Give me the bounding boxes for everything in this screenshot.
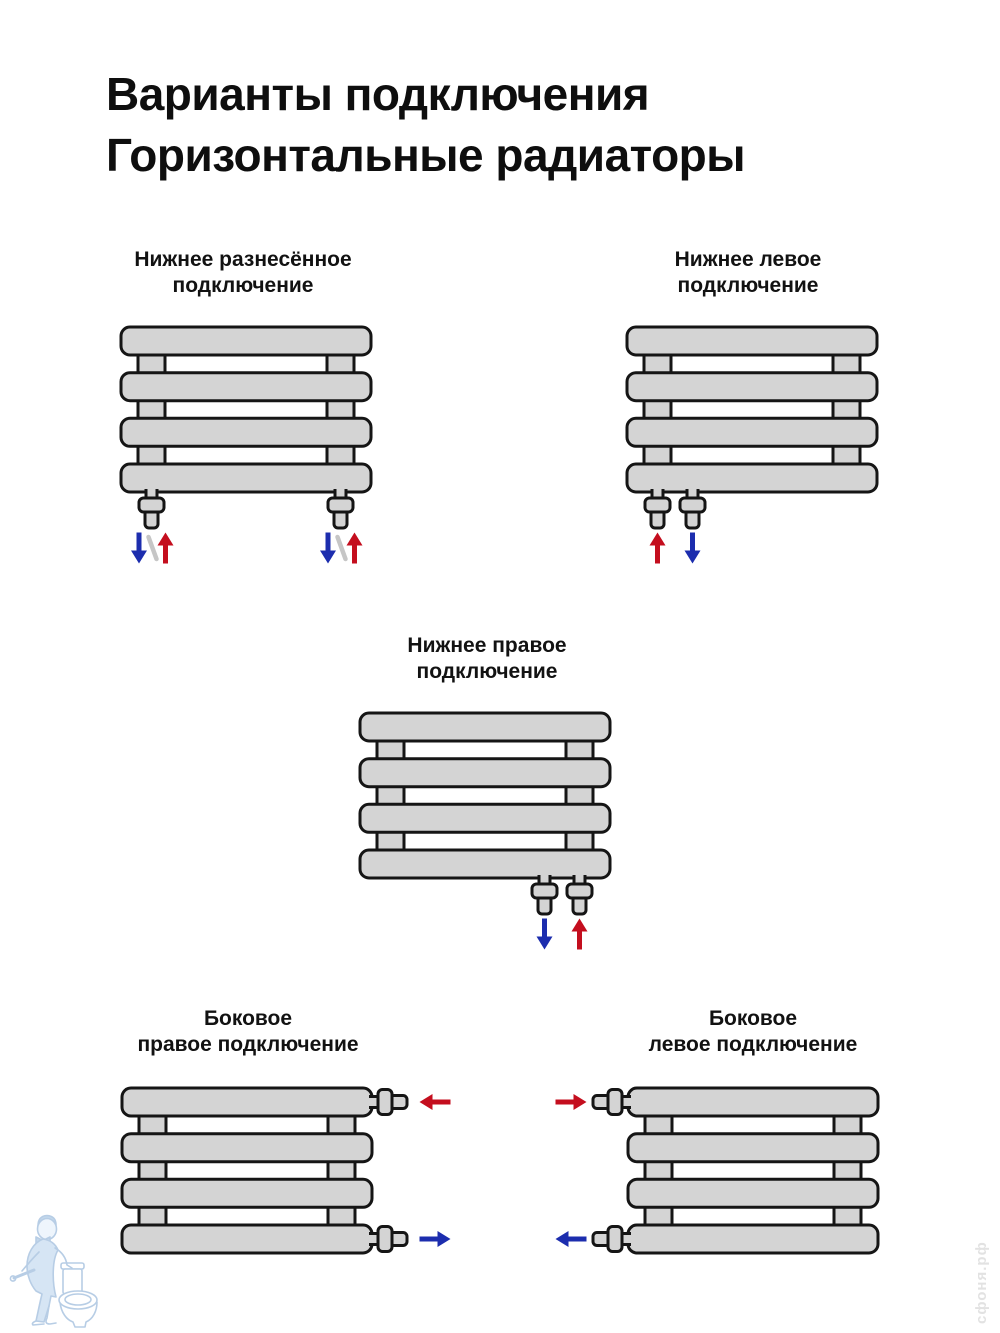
valve-icon <box>328 489 353 528</box>
return-down-arrow-icon <box>537 919 553 950</box>
return-left-arrow-icon <box>556 1231 587 1247</box>
supply-up-arrow-icon <box>572 919 588 950</box>
valve-icon <box>369 1090 407 1115</box>
supply-up-arrow-icon <box>158 533 174 564</box>
return-down-arrow-icon <box>320 533 336 564</box>
supply-right-arrow-icon <box>556 1094 587 1110</box>
valve-icon <box>567 875 592 914</box>
supply-up-arrow-icon <box>650 533 666 564</box>
diagram-title-side-right <box>93 1006 403 1058</box>
radiator-body <box>121 327 371 492</box>
diagram-title-bottom-spread <box>88 247 398 299</box>
valve-icon <box>593 1090 631 1115</box>
diagram-title-bottom-right <box>332 633 642 685</box>
diagram-bottom-spread <box>96 327 396 572</box>
valve-icon <box>139 489 164 528</box>
supply-left-arrow-icon <box>420 1094 451 1110</box>
diagram-title-line: Нижнее разнесённое <box>134 248 352 271</box>
diagram-title-line: Нижнее правое <box>407 634 567 657</box>
diagram-title-line: подключение <box>677 274 819 297</box>
radiator-body <box>627 327 877 492</box>
diagram-title-line: левое подключение <box>648 1033 858 1056</box>
valve-icon <box>593 1227 631 1252</box>
valve-icon <box>645 489 670 528</box>
radiator-body <box>122 1088 372 1253</box>
radiator-body <box>360 713 610 878</box>
page-title-line2: Горизонтальные радиаторы <box>106 129 746 181</box>
valve-icon <box>369 1227 407 1252</box>
diagram-title-line: Нижнее левое <box>674 248 822 271</box>
diagram-title-bottom-left <box>593 247 903 299</box>
radiator-body <box>628 1088 878 1253</box>
diagram-title-line: Боковое <box>203 1007 293 1030</box>
diagram-bottom-left <box>602 327 902 572</box>
page-title-line1: Варианты подключения <box>106 68 650 120</box>
diagram-title-line: Боковое <box>708 1007 798 1030</box>
diagram-title-line: подключение <box>416 660 558 683</box>
return-down-arrow-icon <box>685 533 701 564</box>
diagram-side-right <box>97 1078 477 1263</box>
site-watermark-text: сфоня.рф <box>973 1241 990 1324</box>
diagram-title-side-left <box>598 1006 908 1058</box>
valve-icon <box>680 489 705 528</box>
flow-slash-icon <box>149 537 157 559</box>
return-right-arrow-icon <box>420 1231 451 1247</box>
valve-icon <box>532 875 557 914</box>
plumber-watermark-icon <box>6 1210 116 1330</box>
flow-slash-icon <box>338 537 346 559</box>
diagram-title-line: подключение <box>172 274 314 297</box>
page-title <box>106 64 966 186</box>
diagram-bottom-right <box>336 713 636 958</box>
return-down-arrow-icon <box>131 533 147 564</box>
supply-up-arrow-icon <box>347 533 363 564</box>
diagram-side-left <box>523 1078 903 1263</box>
diagram-title-line: правое подключение <box>137 1033 359 1056</box>
